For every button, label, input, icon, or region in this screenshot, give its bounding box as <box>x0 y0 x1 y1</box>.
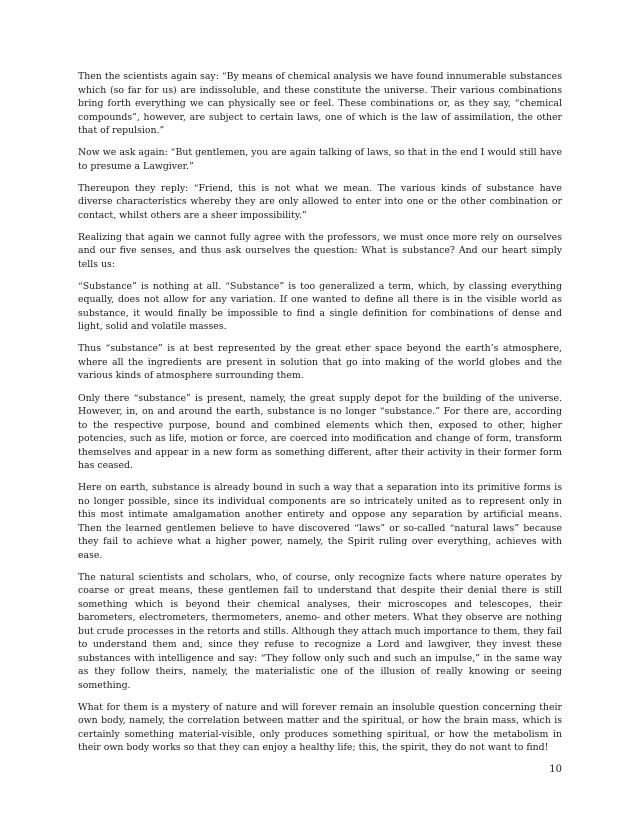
paragraph-8: Here on earth, substance is already bound in such a way that a separation into its primitive forms is no longer possible, since its individual components are so intricately united as to represent only in this most intimate amalgamation another entirety and oppose any separation by artificial means. Then the learned gentlemen believe to have discovered “laws” or so-called “natural laws” because they fail to achieve what a higher power, namely, the Spirit ruling over everything, achieves with ease. <box>78 482 562 561</box>
paragraph-6: Thus “substance” is at best represented by the great ether space beyond the earth’s atmosphere, where all the ingredients are present in solution that go into making of the world globes and the various kinds of atmosphere surrounding them. <box>78 343 562 382</box>
paragraph-4: Realizing that again we cannot fully agree with the professors, we must once more rely on ourselves and our five senses, and thus ask ourselves the question: What is substance? And our heart simply tells us: <box>78 231 562 270</box>
paragraph-7: Only there “substance” is present, namely, the great supply depot for the building of the universe. However, in, on and around the earth, substance is no longer “substance.” For there are, according to the respective purpose, bound and combined elements which then, exposed to other, higher potencies, such as life, motion or force, are coerced into modification and change of form, transform themselves and appear in a new form as something different, after their activity in their former form has ceased. <box>78 392 562 472</box>
paragraph-10: What for them is a mystery of nature and will forever remain an insoluble question concerning their own body, namely, the correlation between matter and the spiritual, or how the brain mass, which is certainly something material-visible, only produces something spiritual, or how the metabolism in their own body works so that they can enjoy a healthy life; this, the spirit, they do not want to find! <box>78 701 562 754</box>
paragraph-5: “Substance” is nothing at all. “Substance” is too generalized a term, which, by classing everything equally, does not allow for any variation. If one wanted to define all there is in the visible world as substance, it would finally be impossible to find a single definition for combinations of dense and light, solid and volatile masses. <box>78 280 562 333</box>
document-body <box>78 70 562 763</box>
paragraph-3: Thereupon they reply: “Friend, this is not what we mean. The various kinds of substance have diverse characteristics whereby they are only allowed to enter into one or the other combination or contact, whilst others are a sheer impossibility.” <box>78 182 562 221</box>
page-number: 10 <box>549 764 562 775</box>
paragraph-1: Then the scientists again say: “By means of chemical analysis we have found innumerable substances which (so far for us) are indissoluble, and these constitute the universe. Their various combinations bring forth everything we can physically see or feel. These combinations or, as they say, “chemical compounds”, however, are subject to certain laws, one of which is the law of assimilation, the other that of repulsion.” <box>78 71 562 136</box>
paragraph-9: The natural scientists and scholars, who, of course, only recognize facts where nature operates by coarse or great means, these gentlemen fail to understand that despite their denial there is still something which is beyond their chemical analyses, their microscopes and telescopes, their barometers, electrometers, thermometers, anemo- and other meters. What they observe are nothing but crude processes in the retorts and stills. Although they attach much importance to them, they fail to understand them and, since they refuse to recognize a Lord and lawgiver, they invest these substances with intelligence and say: “They follow only such and such an impulse,” in the same way as they follow theirs, namely, the materialistic one of the illusion of really knowing or seeing something. <box>78 571 562 691</box>
paragraph-2: Now we ask again: “But gentlemen, you are again talking of laws, so that in the end I would still have to presume a Lawgiver.” <box>78 147 562 172</box>
